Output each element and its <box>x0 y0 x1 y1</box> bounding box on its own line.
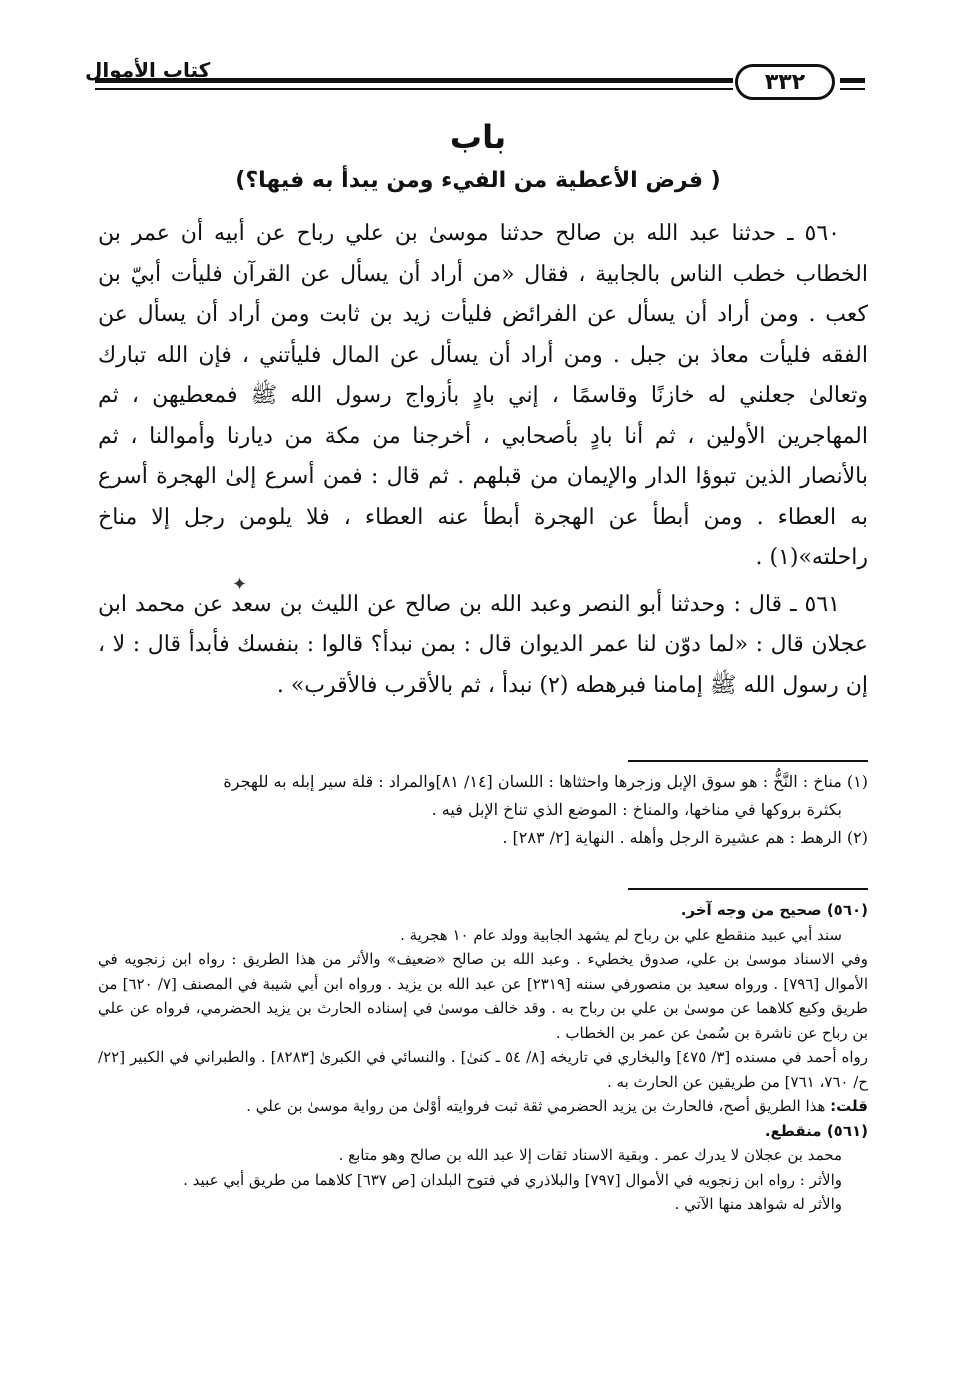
commentary-561-sources: والأثر : رواه ابن زنجويه في الأموال [٧٩٧] والبلاذري في فتوح البلدان [ص ٦٣٧] كلاهما من طريق أبي عبيد . <box>183 1170 842 1189</box>
commentary-561-witnesses: والأثر له شواهد منها الآتي . <box>674 1195 842 1213</box>
commentary-561-heading: (٥٦١) منقطع. <box>764 1121 868 1140</box>
footnotes <box>98 768 868 852</box>
footnote-1: (١) مناخ : النَّخُّ : هو سوق الإبل وزجرها واحثثاها : اللسان [١٤/ ٨١]والمراد : قلة سير إبله به للهجرة <box>223 772 868 791</box>
footnote-separator <box>628 760 868 762</box>
hadith-561: ٥٦١ ـ قال : وحدثنا أبو النصر وعبد الله بن صالح عن الليث بن سعد عن محمد ابن عجلان قال : «لما دوّن لنا عمر الديوان قال : بمن نبدأ؟ قالوا : بنفسك فأبدأ قال : لا ، إن رسول الله ﷺ إمامنا فبرهطه (٢) نبدأ ، ثم بالأقرب فالأقرب» . <box>98 591 868 698</box>
book-title: كتاب الأموال <box>85 58 211 82</box>
main-text <box>98 214 868 712</box>
commentary-561-line: محمد بن عجلان لا يدرك عمر . وبقية الاسناد ثقات إلا عبد الله بن صالح وهو متابع . <box>338 1146 842 1164</box>
chapter-heading: باب <box>449 118 507 156</box>
commentary-560-sources: رواه أحمد في مسنده [٣/ ٤٧٥] والبخاري في تاريخه [٨/ ٥٤ ـ كنىٰ] . والنسائي في الكبرىٰ [٨٢٨٣] . والطبراني في الكبير [٢٢/ ح/ ٧٦٠، ٧٦١] من طريقين عن الحارث به . <box>98 1048 868 1091</box>
qult-text: هذا الطريق أصح، فالحارث بن يزيد الحضرمي ثقة ثبت فروايته أوْلىٰ من رواية موسىٰ بن علي . <box>246 1097 831 1115</box>
page-number: ٣٣٢ <box>735 64 835 100</box>
header-rule-thin <box>95 88 733 90</box>
header-rule-right <box>840 78 865 83</box>
chapter-subtitle: ( فرض الأعطية من الفيء ومن يبدأ به فيها؟) <box>235 168 721 193</box>
commentary-560-heading: (٥٦٠) صحيح من وجه آخر. <box>680 901 868 919</box>
ink-mark-icon: ✦ <box>232 574 248 595</box>
footnote-2: (٢) الرهط : هم عشيرة الرجل وأهله . النهاية [٢/ ٢٨٣] . <box>502 828 868 847</box>
page-header <box>85 58 865 106</box>
commentary-560-isnad: وفي الاسناد موسىٰ بن علي، صدوق يخطيء . وعبد الله بن صالح «ضعيف» والأثر من هذا الطريق : رواه ابن زنجويه في الأموال [٧٩٦] . ورواه سعيد بن منصورفي سننه [٢٣١٩] عن عبد الله بن يزيد . ورواه ابن أبي شيبة في المصنف [٧/ ٦٢٠] من طريق وكيع كلاهما عن موسىٰ بن علي بن رباح به . وقد خالف موسىٰ في إسناده الحارث بن يزيد الحضرمي، فرواه عن علي بن رباح عن ناشرة بن سُمىٰ عن عمر بن الخطاب . <box>98 950 868 1042</box>
hadith-560: ٥٦٠ ـ حدثنا عبد الله بن صالح حدثنا موسىٰ بن علي رباح عن أبيه أن عمر بن الخطاب خطب الناس بالجابية ، فقال «من أراد أن يسأل عن القرآن فليأت أبيّ بن كعب . ومن أراد أن يسأل عن الفرائض فليأت زيد بن ثابت ومن أراد أن يسأل عن الفقه فليأت معاذ بن جبل . ومن أراد أن يسأل عن المال فليأتني ، فإن الله تبارك وتعالىٰ جعلني له خازنًا وقاسمًا ، إني بادٍ بأزواج رسول الله ﷺ فمعطيهن ، ثم المهاجرين الأولين ، ثم أنا بادٍ بأصحابي ، أخرجنا من مكة من ديارنا وأموالنا ، ثم بالأنصار الذين تبوؤا الدار والإيمان من قبلهم . ثم قال : فمن أسرع إلىٰ الهجرة أسرع به العطاء . ومن أبطأ عن الهجرة أبطأ عنه العطاء ، فلا يلومن رجل إلا مناخ راحلته»(١) . <box>98 221 869 570</box>
footnote-1-continued: بكثرة بروكها في مناخها، والمناخ : الموضع الذي تناخ الإبل فيه . <box>431 800 842 819</box>
header-rule-right-thin <box>840 88 865 90</box>
commentary-560-verdict <box>98 1094 868 1119</box>
qult-label: قلت: <box>830 1097 868 1115</box>
commentary-separator <box>628 888 868 890</box>
commentary <box>98 898 868 1217</box>
commentary-560-line: سند أبي عبيد منقطع علي بن رباح لم يشهد الجابية وولد عام ١٠ هجرية . <box>400 925 842 944</box>
